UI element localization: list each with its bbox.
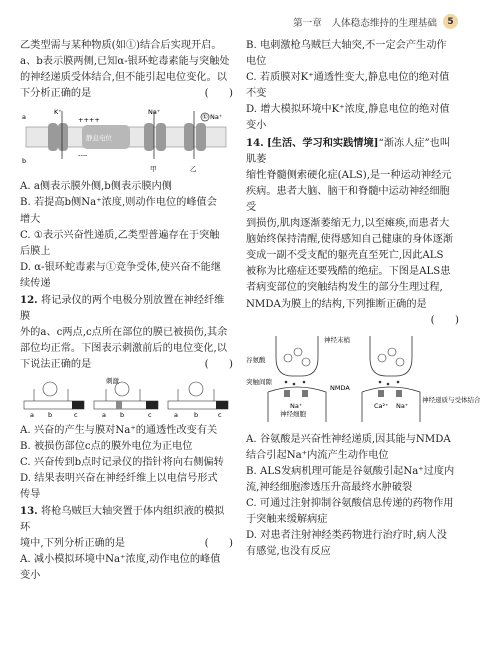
q12-text-line: 12. 将记录仪的两个电极分别放置在神经纤维膜: [20, 294, 225, 323]
q13-option-c: C. 若质膜对K⁺通透性变大,静息电位的绝对值: [246, 72, 450, 84]
fig3-label: NMDA: [330, 383, 350, 392]
q12-text-line: 外的a、c两点,c点所在部位的膜已被损伤,其余: [20, 327, 228, 339]
q11-option-c-cont: 后膜上: [20, 245, 51, 257]
answer-paren: ( ): [430, 314, 459, 326]
q11-intro-line: 的神经递质受体结合,但不能引起电位变化。以: [20, 72, 227, 84]
fig2-label: c: [218, 410, 222, 419]
fig3-label: 神经末梢: [324, 335, 350, 344]
fig1-label-plus: ++++: [78, 116, 100, 125]
q12-text-line: 部位均正常。下图表示刺激前后的电位变化,以: [20, 343, 227, 355]
fig3-label: 神经细胞: [280, 409, 306, 418]
fig1-label-minus: ----: [78, 151, 88, 160]
q14-text-line: 疾病。患者大脑、脑干和脊髓中运动神经细胞受: [246, 185, 450, 213]
q14-text-line: 被称为比癌症还要残酷的绝症。下图是ALS患: [246, 266, 451, 278]
q14-option-c: C. 可通过注射抑制谷氨酸信息传递的药物作用: [246, 498, 454, 510]
page-number: 5: [443, 14, 458, 29]
q13-option-b: B. 电刺激枪乌贼巨大轴突,不一定会产生动作: [246, 40, 447, 51]
fig1-label-b: b: [22, 157, 27, 166]
fig1-label-yi: 乙: [190, 165, 197, 174]
fig3-label: Na⁺: [396, 401, 409, 410]
page-header: [293, 14, 458, 29]
q13-option-d-cont: 变小: [246, 120, 267, 132]
q11-option-a: A. a侧表示膜外侧,b侧表示膜内侧: [20, 181, 172, 193]
q11-option-d: D. α-银环蛇毒素与①竞争受体,使兴奋不能继: [20, 261, 222, 273]
q12-option-d-cont: 传导: [20, 488, 41, 500]
q14-text-line: 到损伤,肌肉逐渐萎缩无力,以至瘫痪,而患者大: [246, 218, 450, 230]
fig1-label-k: K⁺: [54, 108, 62, 117]
chapter-title: 第一章 人体稳态维持的生理基础: [293, 17, 437, 29]
fig2-label: a: [102, 410, 106, 419]
q11-option-d-cont: 续传递: [20, 277, 51, 289]
fig3-label: 突触间隙: [246, 377, 272, 386]
q14-text-line: 者病变部位的突触结构发生的部分生理过程,: [246, 282, 443, 294]
fig2-label: a: [30, 410, 34, 419]
fig1-label-jia: 甲: [150, 165, 157, 174]
fig2-label: b: [194, 410, 199, 419]
fig1-label-resting: 静息电位: [86, 134, 112, 143]
q13-option-c-cont: 不变: [246, 88, 267, 100]
fig3-label: 神经递质与受体结合: [422, 395, 480, 404]
q13-option-d: D. 增大模拟环境中K⁺浓度,静息电位的绝对值: [246, 104, 450, 116]
q14-option-c-cont: 于突触来缓解病症: [246, 514, 328, 526]
answer-paren: ( ): [204, 359, 233, 371]
fig3-label: 谷氨酸: [246, 355, 266, 364]
fig1-label-na2: Na⁺: [210, 113, 223, 122]
q14-option-d: D. 对患者注射神经类药物进行治疗时,病人没: [246, 530, 447, 542]
q13-option-a: A. 减小模拟环境中Na⁺浓度,动作电位的峰值: [20, 554, 221, 566]
q12-option-a: A. 兴奋的产生与膜对Na⁺的通透性改变有关: [20, 424, 218, 436]
fig2-label: a: [174, 410, 178, 419]
q14-text-line: 缩性脊髓侧索硬化症(ALS),是一种运动神经元: [246, 169, 452, 181]
membrane-channel-figure: [20, 105, 233, 175]
fig3-label: Na⁺: [290, 401, 303, 410]
q12-text-line: 下说法正确的是 ( ): [20, 357, 233, 373]
q13-option-a-cont: 变小: [20, 570, 41, 582]
nerve-fiber-recording-figure: [20, 377, 233, 419]
q14-option-d-cont: 有感觉,也没有反应: [246, 546, 331, 558]
q14-text-line: 14. [生活、学习和实践情境]“渐冻人症”也叫肌萎: [246, 136, 451, 165]
q12-number: 12.: [20, 294, 38, 307]
fig1-label-a: a: [22, 113, 26, 122]
q14-context-tag: [生活、学习和实践情境]: [266, 136, 379, 149]
q14-text-line: NMDA为膜上的结构,下列推断正确的是: [246, 298, 427, 310]
answer-paren: ( ): [204, 538, 233, 550]
q13-text-line: 13. 将枪乌贼巨大轴突置于体内组织液的模拟环: [20, 504, 225, 534]
q12-option-b: B. 被损伤部位c点的膜外电位为正电位: [20, 440, 193, 452]
q14-option-b: B. ALS发病机理可能是谷氨酸引起Na⁺过度内: [246, 465, 455, 477]
fig2-label-stim: 刺激: [106, 376, 119, 385]
fig2-label: b: [48, 410, 53, 419]
q11-option-b: B. 若提高b侧Na⁺浓度,则动作电位的峰值会: [20, 197, 217, 209]
left-column: [20, 38, 233, 584]
q14-paren-line: [246, 313, 459, 329]
q13-option-b-cont: 电位: [246, 56, 267, 68]
fig3-label: Ca²⁺: [374, 401, 389, 410]
answer-paren: ( ): [204, 88, 233, 100]
right-column: [246, 38, 480, 560]
q14-text-line: 变成一副不受支配的躯壳直至死亡,因此ALS: [246, 250, 444, 262]
synapse-als-figure: [246, 332, 480, 428]
fig1-label-circle1: ①: [202, 113, 208, 122]
q14-number: 14.: [246, 136, 264, 149]
q11-intro-line: 下分析正确的是 ( ): [20, 86, 233, 102]
q13-number: 13.: [20, 504, 38, 517]
q11-option-b-cont: 增大: [20, 213, 41, 225]
q14-option-a-cont: 结合引起Na⁺内流产生动作电位: [246, 449, 389, 461]
q13-text-line: 境中,下列分析正确的是 ( ): [20, 536, 233, 552]
fig2-label: c: [148, 410, 152, 419]
q14-option-a: A. 谷氨酸是兴奋性神经递质,因其能与NMDA: [246, 433, 451, 445]
q11-intro-line: a、b表示膜两侧,已知α-银环蛇毒素能与突触处: [20, 56, 230, 68]
fig2-label: c: [74, 410, 78, 419]
q12-option-c: C. 兴奋传到b点时记录仪的指针将向右侧偏转: [20, 456, 224, 468]
q14-option-b-cont: 流,神经细胞渗透压升高最终水肿破裂: [246, 481, 413, 493]
fig1-label-na1: Na⁺: [148, 108, 161, 117]
q11-intro-line: 乙类型需与某种物质(如①)结合后实现开启。: [20, 40, 222, 51]
fig2-label: b: [120, 410, 125, 419]
q11-option-c: C. ①表示兴奋性递质,乙类型普遍存在于突触: [20, 229, 220, 241]
q14-text-line: 脑始终保持清醒,使得感知自己健康的身体逐渐: [246, 234, 453, 246]
q12-option-d: D. 结果表明兴奋在神经纤维上以电信号形式: [20, 472, 218, 484]
